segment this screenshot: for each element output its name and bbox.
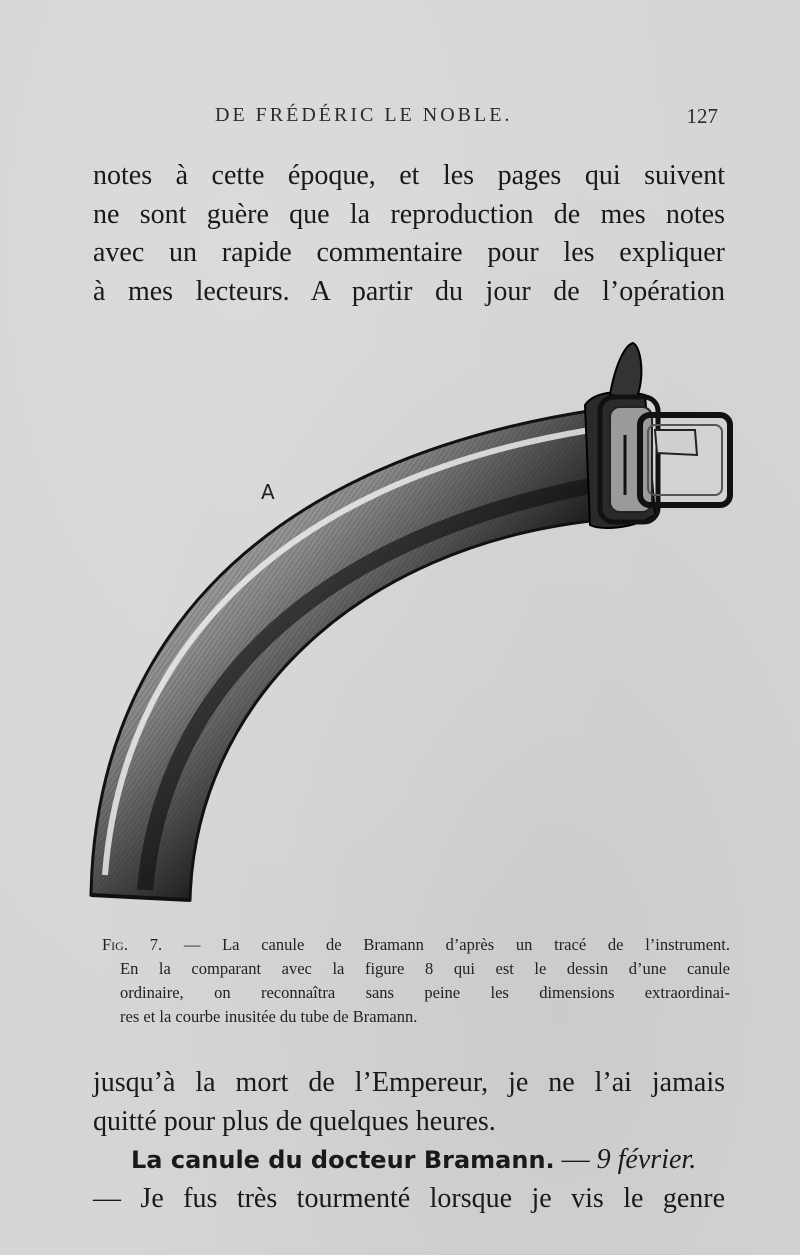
text-line: — Je fus très tourmenté lorsque je vis le genre [93, 1182, 725, 1214]
figure-cannula [85, 335, 745, 910]
text-line: jusqu’à la mort de l’Empereur, je ne l’ai jamais [93, 1067, 725, 1098]
paragraph-bottom [93, 1064, 725, 1218]
heading-date: 9 février. [596, 1144, 697, 1175]
caption-line: — La canule de Bramann d’après un tracé de l’instrument. [162, 935, 730, 954]
text-line: ne sont guère que la reproduction de mes notes [93, 198, 725, 230]
tracheal-cannula-illustration [85, 335, 745, 910]
figure-caption [102, 933, 730, 1029]
paragraph-top [93, 157, 725, 311]
run-in-heading: La canule du docteur Bramann. [131, 1146, 555, 1174]
heading-dash: — [554, 1144, 597, 1175]
text-line: notes à cette époque, et les pages qui suivent [93, 160, 725, 191]
section-heading-line [93, 1141, 725, 1180]
caption-fig-label: Fig. 7. [102, 935, 163, 954]
page-number: 127 [686, 104, 718, 128]
caption-line: En la comparant avec la figure 8 qui est le dessin d’une canule [120, 959, 730, 978]
caption-line: ordinaire, on reconnaîtra sans peine les dimensions extraordinai- [120, 983, 730, 1002]
running-head [95, 104, 720, 134]
figure-label: A [261, 480, 275, 504]
caption-line: res et la courbe inusitée du tube de Bramann. [120, 1007, 418, 1026]
text-line: avec un rapide commentaire pour les expliquer [93, 237, 725, 268]
running-title: DE FRÉDÉRIC LE NOBLE. [215, 104, 513, 126]
text-line: quitté pour plus de quelques heures. [93, 1105, 496, 1137]
text-line: à mes lecteurs. A partir du jour de l’opération [93, 275, 725, 307]
